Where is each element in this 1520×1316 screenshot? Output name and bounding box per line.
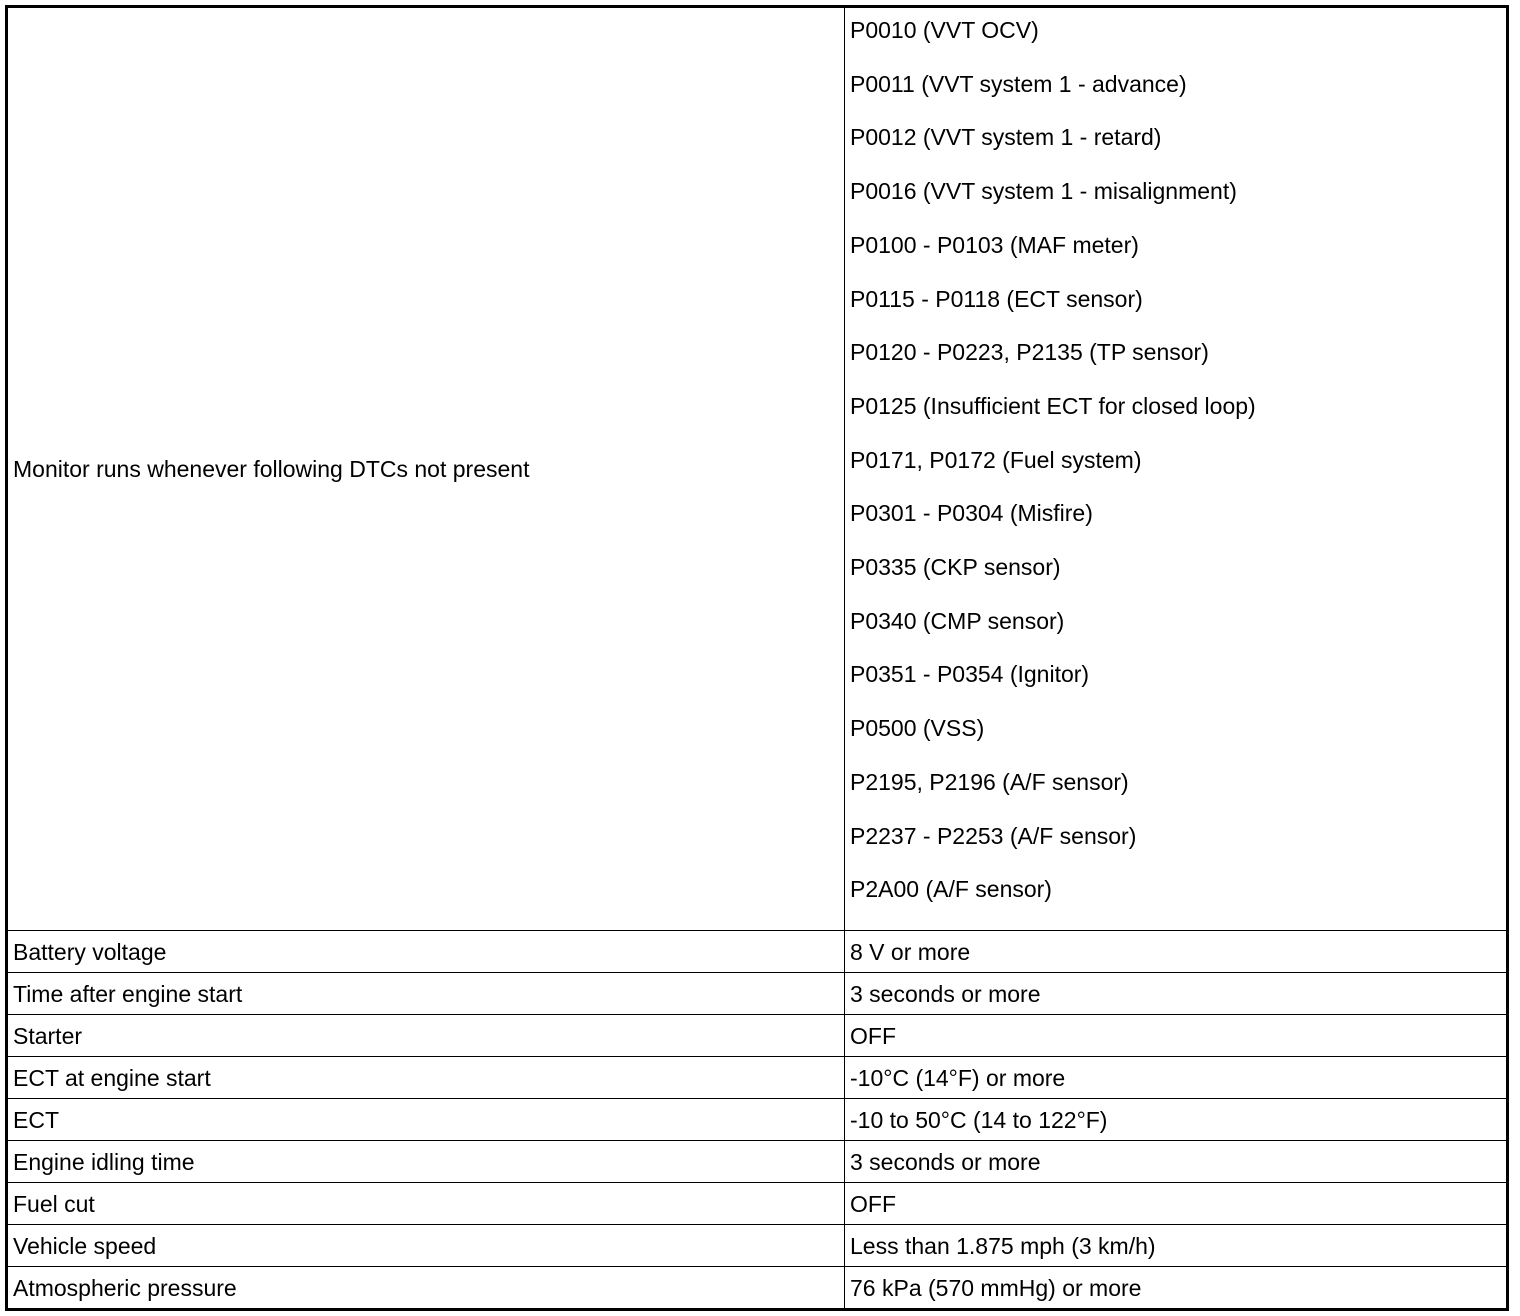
condition-value: 3 seconds or more: [845, 972, 1506, 1014]
condition-value: OFF: [845, 1014, 1506, 1056]
dtc-item: P2237 - P2253 (A/F sensor): [850, 822, 1137, 849]
monitor-label: Monitor runs whenever following DTCs not present: [13, 456, 530, 482]
conditions-table: [5, 5, 1509, 1311]
dtc-item: P0016 (VVT system 1 - misalignment): [850, 178, 1237, 205]
condition-label: Battery voltage: [8, 930, 845, 972]
dtc-item: P2195, P2196 (A/F sensor): [850, 768, 1129, 795]
condition-label: Starter: [8, 1014, 845, 1056]
dtc-item: P0011 (VVT system 1 - advance): [850, 70, 1187, 97]
condition-value: OFF: [845, 1182, 1506, 1224]
condition-label: Fuel cut: [8, 1182, 845, 1224]
condition-label: Time after engine start: [8, 972, 845, 1014]
dtc-item: P0100 - P0103 (MAF meter): [850, 231, 1139, 258]
dtc-item: P0301 - P0304 (Misfire): [850, 500, 1093, 527]
dtc-item: P0125 (Insufficient ECT for closed loop): [850, 392, 1256, 419]
condition-value: 76 kPa (570 mmHg) or more: [845, 1266, 1506, 1308]
condition-value: -10°C (14°F) or more: [845, 1056, 1506, 1098]
condition-label: Vehicle speed: [8, 1224, 845, 1266]
dtc-item: P0500 (VSS): [850, 715, 985, 742]
condition-label: Atmospheric pressure: [8, 1266, 845, 1308]
condition-value: Less than 1.875 mph (3 km/h): [845, 1224, 1506, 1266]
monitor-label-cell: [8, 8, 845, 930]
condition-label: ECT at engine start: [8, 1056, 845, 1098]
dtc-item: P0171, P0172 (Fuel system): [850, 446, 1142, 473]
dtc-item: P0335 (CKP sensor): [850, 554, 1061, 581]
condition-value: 3 seconds or more: [845, 1140, 1506, 1182]
dtc-item: P0115 - P0118 (ECT sensor): [850, 285, 1143, 312]
condition-label: ECT: [8, 1098, 845, 1140]
condition-value: -10 to 50°C (14 to 122°F): [845, 1098, 1506, 1140]
condition-value: 8 V or more: [845, 930, 1506, 972]
dtc-item: P0340 (CMP sensor): [850, 607, 1065, 634]
dtc-item: P0012 (VVT system 1 - retard): [850, 124, 1162, 151]
dtc-list: [845, 8, 1506, 930]
dtc-item: P0120 - P0223, P2135 (TP sensor): [850, 339, 1209, 366]
dtc-item: P0010 (VVT OCV): [850, 17, 1039, 43]
dtc-item: P2A00 (A/F sensor): [850, 876, 1052, 903]
condition-label: Engine idling time: [8, 1140, 845, 1182]
dtc-item: P0351 - P0354 (Ignitor): [850, 661, 1090, 688]
